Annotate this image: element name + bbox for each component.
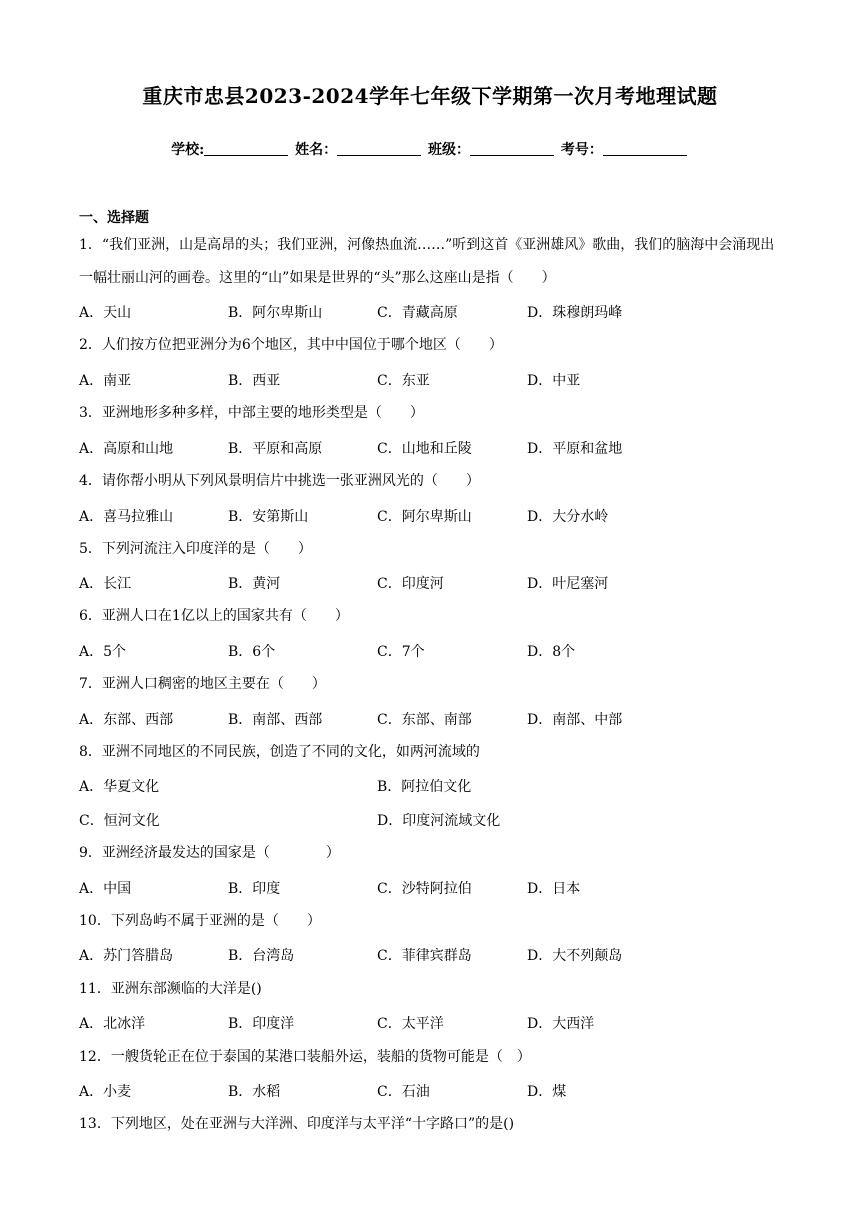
option-a: A．北冰洋 [79,1016,146,1032]
option-a: A．中国 [79,881,132,897]
school-label: 学校: [171,142,205,158]
option-a: A．天山 [79,305,132,321]
option-d: D．大不列颠岛 [527,948,623,964]
option-b: B．阿尔卑斯山 [228,305,323,321]
option-c: C．印度河 [377,576,444,592]
option-c: C．东部、南部 [377,712,472,728]
option-a: A．南亚 [79,373,132,389]
option-c: C．太平洋 [377,1016,444,1032]
option-d: D．8个 [527,644,576,660]
question-13-stem: 13．下列地区，处在亚洲与大洋洲、印度洋与太平洋“十字路口”的是() [79,1116,515,1132]
option-c: C．山地和丘陵 [377,441,472,457]
question-12-stem: 12．一艘货轮正在位于泰国的某港口装船外运，装船的货物可能是（ ） [79,1049,531,1065]
option-c: C．阿尔卑斯山 [377,509,472,525]
option-b: B．6个 [228,644,276,660]
student-info-line [0,139,860,159]
question-8-stem: 8．亚洲不同地区的不同民族，创造了不同的文化，如两河流域的 [79,744,480,760]
question-11-stem: 11．亚洲东部濒临的大洋是() [79,981,262,997]
option-a: A．高原和山地 [79,441,174,457]
option-a: A．小麦 [79,1084,132,1100]
option-b: B．印度 [228,881,281,897]
section-heading: 一、选择题 [79,210,149,226]
question-1-stem: 1．“我们亚洲，山是高昂的头；我们亚洲，河像热血流……”听到这首《亚洲雄风》歌曲，我们的脑海中会涌现出一幅壮丽山河的画卷。这里的“山”如果是世界的“头”那么这座山是指（ ） [79,237,775,286]
option-c: C．青藏高原 [377,305,458,321]
option-a: A．喜马拉雅山 [79,509,174,525]
option-c: C．恒河文化 [79,813,160,829]
option-d: D．大分水岭 [527,509,609,525]
option-c: C．7个 [377,644,425,660]
class-blank[interactable] [470,141,554,156]
question-2-stem: 2．人们按方位把亚洲分为6个地区，其中中国位于哪个地区（ ） [79,337,503,353]
option-a: A．长江 [79,576,132,592]
name-blank[interactable] [337,141,421,156]
question-6-stem: 6．亚洲人口在1亿以上的国家共有（ ） [79,608,349,624]
question-3-stem: 3．亚洲地形多种多样，中部主要的地形类型是（ ） [79,405,424,421]
option-b: B．阿拉伯文化 [377,779,472,795]
option-d: D．平原和盆地 [527,441,623,457]
option-a: A．苏门答腊岛 [79,948,174,964]
option-c: C．石油 [377,1084,430,1100]
option-b: B．安第斯山 [228,509,309,525]
name-label: 姓名： [295,142,338,158]
option-c: C．菲律宾群岛 [377,948,472,964]
option-d: D．叶尼塞河 [527,576,609,592]
option-d: D．南部、中部 [527,712,623,728]
option-d: D．中亚 [527,373,581,389]
option-b: B．台湾岛 [228,948,295,964]
option-d: D．印度河流域文化 [377,813,501,829]
option-d: D．煤 [527,1084,567,1100]
option-a: A．5个 [79,644,127,660]
exam-no-blank[interactable] [603,141,687,156]
option-b: B．印度洋 [228,1016,295,1032]
option-b: B．西亚 [228,373,281,389]
option-d: D．大西洋 [527,1016,595,1032]
exam-no-label: 考号： [560,142,603,158]
option-a: A．华夏文化 [79,779,160,795]
question-5-stem: 5．下列河流注入印度洋的是（ ） [79,541,312,557]
option-b: B．水稻 [228,1084,281,1100]
option-d: D．日本 [527,881,581,897]
option-a: A．东部、西部 [79,712,174,728]
option-c: C．沙特阿拉伯 [377,881,472,897]
question-9-stem: 9．亚洲经济最发达的国家是（ ） [79,845,340,861]
option-c: C．东亚 [377,373,430,389]
option-b: B．平原和高原 [228,441,323,457]
school-blank[interactable] [204,141,288,156]
option-b: B．南部、西部 [228,712,323,728]
question-7-stem: 7．亚洲人口稠密的地区主要在（ ） [79,676,326,692]
question-4-stem: 4．请你帮小明从下列风景明信片中挑选一张亚洲风光的（ ） [79,473,480,489]
option-b: B．黄河 [228,576,281,592]
question-10-stem: 10．下列岛屿不属于亚洲的是（ ） [79,913,321,929]
option-d: D．珠穆朗玛峰 [527,305,623,321]
exam-title: 重庆市忠县2023-2024学年七年级下学期第一次月考地理试题 [142,84,718,108]
class-label: 班级： [428,142,471,158]
